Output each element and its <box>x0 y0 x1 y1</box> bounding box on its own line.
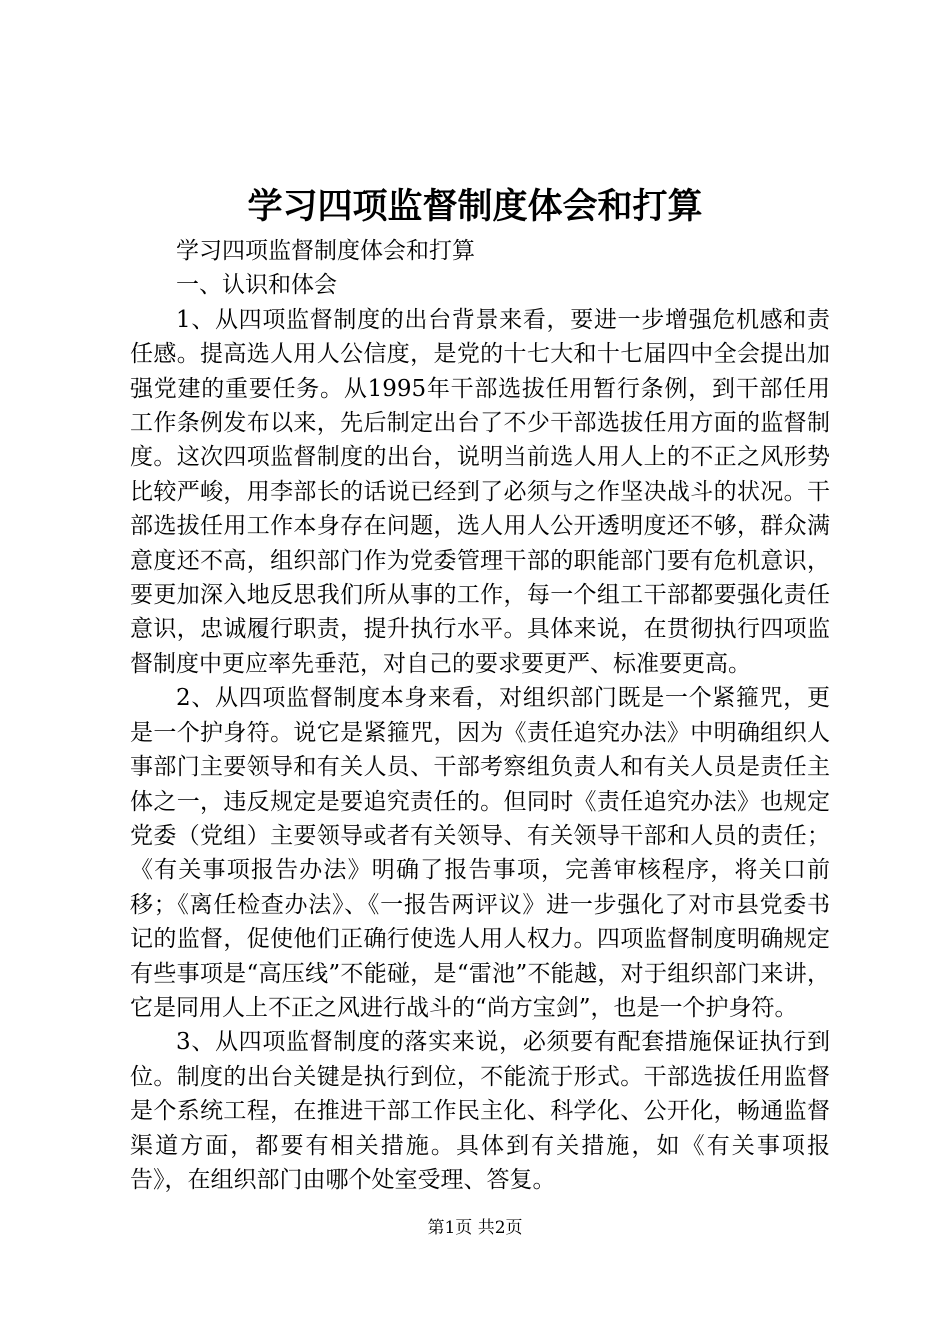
page-number-footer: 第1页 共2页 <box>427 1218 523 1238</box>
document-title: 学习四项监督制度体会和打算 <box>247 186 703 227</box>
document-body <box>130 234 830 1197</box>
body-paragraph: 1、从四项监督制度的出台背景来看，要进一步增强危机感和责任感。提高选人用人公信度，是党的十七大和十七届四中全会提出加强党建的重要任务。从1995年干部选拔任用暂行条例，到干部任用工作条例发布以来，先后制定出台了不少干部选拔任用方面的监督制度。这次四项监督制度的出台，说明当前选人用人上的不正之风形势比较严峻，用李部长的话说已经到了必须与之作坚决战斗的状况。干部选拔任用工作本身存在问题，选人用人公开透明度还不够，群众满意度还不高，组织部门作为党委管理干部的职能部门要有危机意识，要更加深入地反思我们所从事的工作，每一个组工干部都要强化责任意识，忠诚履行职责，提升执行水平。具体来说，在贯彻执行四项监督制度中更应率先垂范，对自己的要求要更严、标准要更高。 <box>130 306 830 677</box>
subtitle-paragraph: 学习四项监督制度体会和打算 <box>176 238 475 264</box>
section-heading: 一、认识和体会 <box>176 272 337 299</box>
body-paragraph: 3、从四项监督制度的落实来说，必须要有配套措施保证执行到位。制度的出台关键是执行到位，不能流于形式。干部选拔任用监督是个系统工程，在推进干部工作民主化、科学化、公开化，畅通监督渠道方面，都要有相关措施。具体到有关措施，如《有关事项报告》，在组织部门由哪个处室受理、答复。 <box>130 1029 830 1193</box>
body-paragraph: 2、从四项监督制度本身来看，对组织部门既是一个紧箍咒，更是一个护身符。说它是紧箍咒，因为《责任追究办法》中明确组织人事部门主要领导和有关人员、干部考察组负责人和有关人员是责任主体之一，违反规定是要追究责任的。但同时《责任追究办法》也规定党委（党组）主要领导或者有关领导、有关领导干部和人员的责任；《有关事项报告办法》明确了报告事项，完善审核程序，将关口前移；《离任检查办法》、《一报告两评议》进一步强化了对市县党委书记的监督，促使他们正确行使选人用人权力。四项监督制度明确规定有些事项是“高压线”不能碰，是“雷池”不能越，对于组织部门来讲，它是同用人上不正之风进行战斗的“尚方宝剑”，也是一个护身符。 <box>130 685 830 1021</box>
